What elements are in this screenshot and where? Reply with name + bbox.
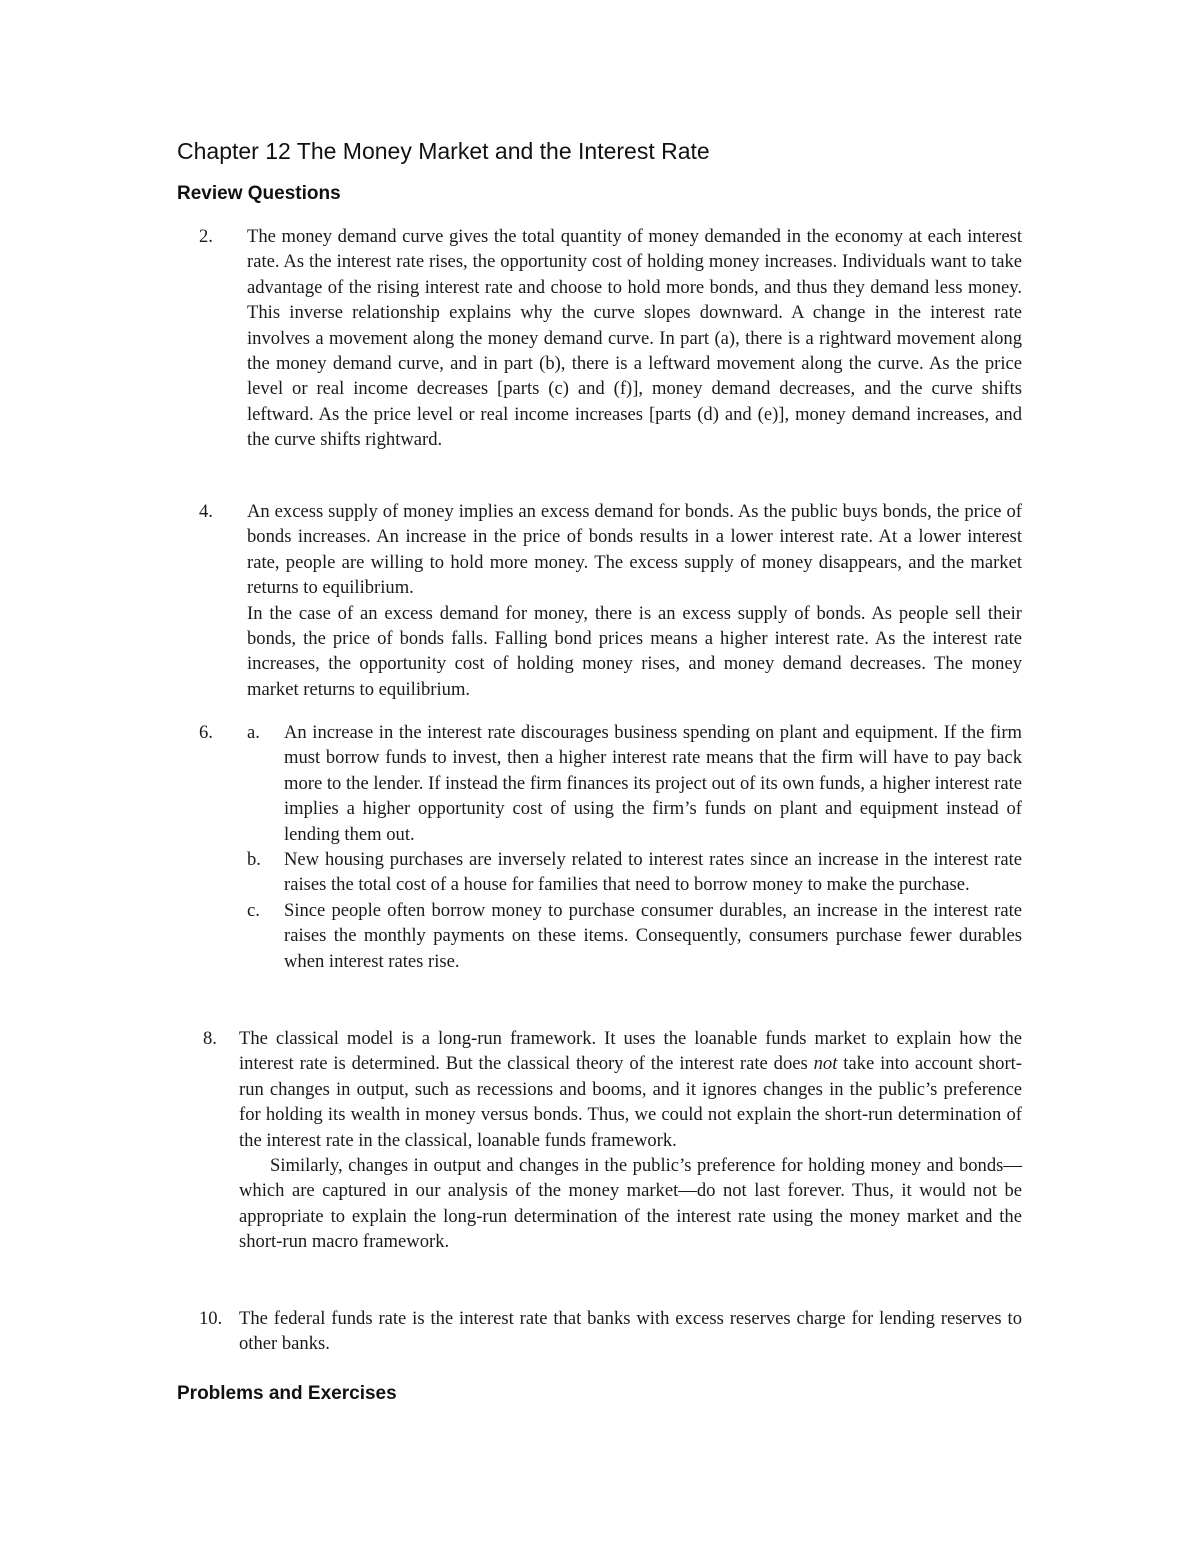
sub-answer-text: New housing purchases are inversely related to interest rates since an increase in the interest rate raises the total cost of a house for families that need to borrow money to make the purchase.: [284, 849, 1022, 896]
answer-text: The money demand curve gives the total quantity of money demanded in the economy at each interest rate. As the interest rate rises, the opportunity cost of holding money increases. Individuals want to take advantage of the rising interest rate and choose to hold more bonds, and thus they demand less money. This inverse relationship explains why the curve slopes downward. A change in the interest rate involves a movement along the money demand curve. In part (a), there is a rightward movement along the money demand curve, and in part (b), there is a leftward movement along the curve. As the price level or real income decreases [parts (c) and (f)], money demand decreases, and the curve shifts leftward. As the price level or real income increases [parts (d) and (e)], money demand increases, and the curve shifts rightward.: [247, 226, 1022, 451]
emphasis-text: not: [813, 1053, 838, 1075]
answer-paragraph: An excess supply of money implies an excess demand for bonds. As the public buys bonds, the price of bonds increases. An increase in the price of bonds results in a lower interest rate. At a lower interest rate, people are willing to hold more money. The excess supply of money disappears, and the market returns to equilibrium.: [247, 501, 1022, 599]
answer-paragraph: Similarly, changes in output and changes in the public’s preference for holding money and bonds—which are captured in our analysis of the money market—do not last forever. Thus, it would not be appropriate to explain the long-run determination of the interest rate using the money market and the short-run macro framework.: [239, 1155, 1022, 1253]
sub-answer-text: Since people often borrow money to purchase consumer durables, an increase in the interest rate raises the monthly payments on these items. Consequently, consumers purchase fewer durables when interest rates rise.: [284, 899, 1022, 972]
question-2: [199, 224, 1022, 453]
question-4: [199, 499, 1022, 702]
answer-text-part: The classical model is a long-run framework. It uses the loanable funds market to explain how the interest rate is determined. But the classical theory of the interest rate does: [239, 1028, 1022, 1075]
review-questions-heading: Review Questions: [177, 183, 341, 204]
answer-paragraph: [239, 1026, 1022, 1153]
answer-text-part: take into account short-run changes in output, such as recessions and booms, and it ignores changes in the public’s preference for holding its wealth in money versus bonds. Thus, we could not explain the short-run determination of the interest rate in the classical, loanable funds framework.: [239, 1053, 1022, 1151]
sub-answer-label: a.: [247, 722, 260, 743]
question-number: 2.: [199, 226, 213, 247]
sub-answer-label: c.: [247, 899, 260, 921]
answer-paragraph: In the case of an excess demand for money, there is an excess supply of bonds. As people sell their bonds, the price of bonds falls. Falling bond prices means a higher interest rate. As the interest rate increases, the opportunity cost of holding money rises, and money demand decreases. The money market returns to equilibrium.: [247, 602, 1022, 700]
question-number: 8.: [203, 1028, 217, 1049]
sub-answer-text: An increase in the interest rate discourages business spending on plant and equipment. If the firm must borrow funds to invest, then a higher interest rate means that the firm will have to pay back more to the lender. If instead the firm finances its project out of its own funds, a higher interest rate implies a higher opportunity cost of using the firm’s funds on plant and equipment instead of lending them out.: [284, 722, 1022, 845]
sub-answer-b: [247, 847, 1022, 898]
answer-text: The federal funds rate is the interest rate that banks with excess reserves charge for lending reserves to other banks.: [239, 1308, 1022, 1355]
sub-answer-label: b.: [247, 849, 261, 871]
question-6: [199, 720, 1022, 974]
problems-exercises-heading: Problems and Exercises: [177, 1383, 397, 1404]
question-number: 6.: [199, 722, 213, 743]
sub-answer-c: [247, 898, 1022, 974]
question-8: [203, 1026, 1022, 1255]
question-number: 10.: [199, 1308, 223, 1329]
question-10: [199, 1306, 1022, 1357]
chapter-title: Chapter 12 The Money Market and the Interest Rate: [177, 138, 710, 164]
sub-answer-a: [247, 720, 1022, 847]
question-number: 4.: [199, 501, 213, 522]
